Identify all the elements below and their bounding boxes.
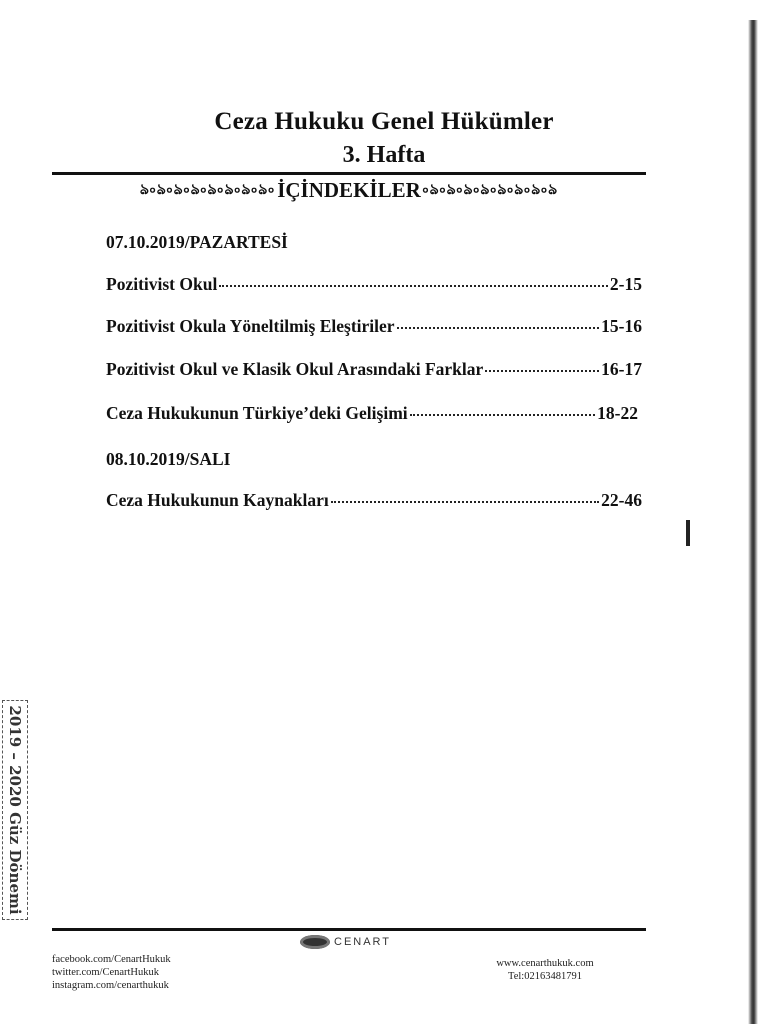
website-link[interactable]: www.cenarthukuk.com (496, 958, 594, 969)
document-title: Ceza Hukuku Genel Hükümler (214, 108, 554, 135)
toc-entry[interactable] (106, 490, 642, 511)
toc-entry-label: Ceza Hukukunun Türkiye’deki Gelişimi (106, 403, 408, 423)
toc-entry-pages: 15-16 (601, 316, 642, 336)
toc-entry[interactable] (106, 359, 642, 380)
leader-dots (397, 327, 600, 329)
facebook-link[interactable]: facebook.com/CenartHukuk (52, 954, 171, 965)
phone-number: Tel:02163481791 (508, 971, 582, 982)
document-subtitle: 3. Hafta (342, 142, 426, 168)
leader-dots (410, 414, 596, 416)
footer-contact (470, 957, 620, 983)
toc-heading: İÇİNDEKİLER (277, 177, 421, 202)
toc-entry[interactable] (106, 274, 642, 295)
bottom-rule (52, 928, 646, 931)
section-date: 08.10.2019/SALI (106, 449, 231, 469)
cenart-logo (300, 935, 391, 949)
twitter-link[interactable]: twitter.com/CenartHukuk (52, 967, 160, 978)
side-stamp-text: 2019 – 2020 Güz Dönemi (6, 705, 24, 915)
toc-entry-label: Pozitivist Okul (106, 274, 218, 294)
instagram-link[interactable]: instagram.com/cenarthukuk (52, 980, 169, 991)
leader-dots (331, 501, 599, 503)
toc-entry[interactable] (106, 316, 642, 337)
logo-text: CENART (334, 936, 392, 948)
edge-mark (686, 520, 690, 546)
leader-dots (219, 285, 608, 287)
top-rule (52, 172, 646, 175)
toc-entry-pages: 18-22 (597, 403, 638, 423)
toc-entry-pages: 2-15 (609, 274, 642, 294)
section-date: 07.10.2019/PAZARTESİ (106, 232, 288, 252)
toc-entry-label: Pozitivist Okula Yöneltilmiş Eleştiriler (106, 316, 395, 336)
footer-social (52, 953, 171, 992)
toc-entry-pages: 16-17 (601, 359, 642, 379)
toc-entry[interactable] (106, 403, 638, 424)
toc-entry-label: Pozitivist Okul ve Klasik Okul Arasındaki Farklar (106, 359, 484, 379)
ornament-left-icon: ঌ৹ঌ৹ঌ৹ঌ৹ঌ৹ঌ৹ঌ৹ঌ৹ (139, 181, 276, 198)
leader-dots (485, 370, 599, 372)
toc-entry-label: Ceza Hukukunun Kaynakları (106, 490, 329, 510)
toc-banner (52, 176, 646, 204)
page-edge-shadow (748, 20, 758, 1024)
ornament-right-icon: ৹ঌ৹ঌ৹ঌ৹ঌ৹ঌ৹ঌ৹ঌ৹ঌ (422, 181, 559, 198)
logo-icon (300, 935, 330, 949)
toc-entry-pages: 22-46 (601, 490, 642, 510)
